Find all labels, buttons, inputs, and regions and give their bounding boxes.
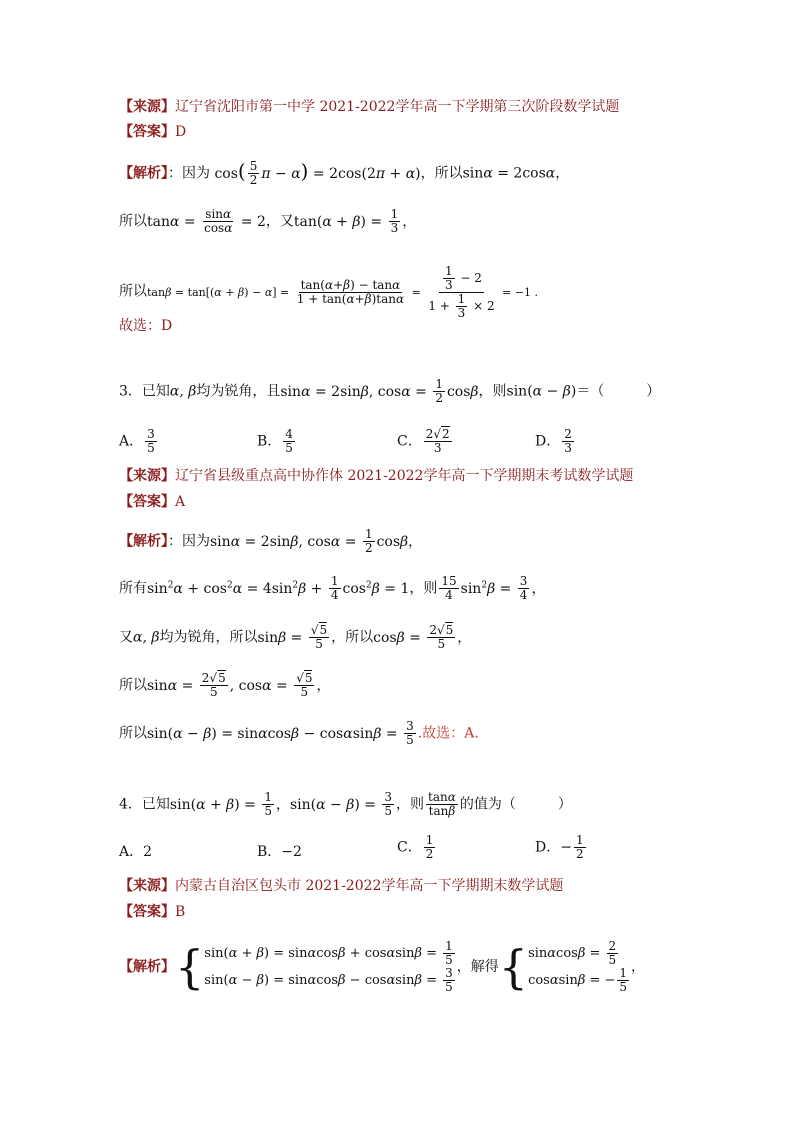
solution-system: sinαcosβ = $\frac{2}{5}$ cosαsinβ = − $\frac{1}{5}$ [528, 939, 628, 994]
math-expr: cos( $\frac{5}{2}$ π − α) = 2cos(2π + α) [214, 158, 421, 187]
math-expr: sinβ = $\frac{√5}{5}$ [257, 623, 328, 651]
q3-analysis-line-2: 所有$\sin^2\alpha + \cos^2\alpha = 4\sin^2\beta$ + $\frac{1}{4}$ $\cos^2\beta = 1$，则 $\frac{15}{4}$ $\sin^2\beta$ = $\frac{3}{4}$ ， [119, 574, 546, 602]
q4-option-d[interactable]: D．− $\frac{1}{2}$ [535, 833, 584, 861]
q4-option-c[interactable]: C． $\frac{1}{2}$ [397, 833, 434, 861]
source-text: 辽宁省沈阳市第一中学 2021-2022学年高一下学期第三次阶段数学试题 [175, 99, 620, 115]
q3-source-line: 【来源】辽宁省县级重点高中协作体 2021-2022学年高一下学期期末考试数学试题 [119, 468, 634, 484]
math-expr: sinα = 2sinβ, cosα = $\frac{1}{2}$ cosβ， [210, 527, 423, 555]
math-expr: $\sin^2\alpha + \cos^2\alpha = 4\sin^2\beta$ + $\frac{1}{4}$ $\cos^2\beta = 1$ [147, 574, 410, 602]
q4-option-a[interactable]: A．2 [119, 844, 153, 860]
math-expr: sinα = $\frac{2√5}{5}$ , cosα = $\frac{√5}{5}$ ， [147, 671, 331, 699]
math-expr: sin(α − β) [506, 383, 577, 400]
q3-analysis-line-5: 所以sin(α − β) = sinαcosβ − cosαsinβ = $\frac{3}{5}$ .故选：A. [119, 719, 479, 747]
q3-analysis-line-4: 所以sinα = $\frac{2√5}{5}$ , cosα = $\frac{√5}{5}$ ， [119, 671, 331, 699]
q3-analysis-line-3: 又α, β均为锐角，所以sinβ = $\frac{√5}{5}$ ，所以cosβ = $\frac{2√5}{5}$ ， [119, 623, 472, 651]
math-expr: sinα = 2cosα， [462, 165, 570, 182]
analysis-tag: 【解析】 [119, 165, 168, 182]
q4-option-b[interactable]: B．−2 [257, 844, 302, 860]
q2-analysis-line-2: 所以tanα = $\frac{\sin\alpha}{\cos\alpha}$ = 2，又tan(α + β) = $\frac{1}{3}$ ， [119, 207, 417, 235]
math-expr: tan(α + β) = $\frac{1}{3}$ ， [293, 207, 417, 235]
q3-analysis-line-1: 【解析】：因为sinα = 2sinβ, cosα = $\frac{1}{2}$ cosβ， [119, 527, 423, 555]
math-expr: sin(α − β) = sinαcosβ − cosαsinβ = $\frac{3}{5}$ [147, 719, 414, 747]
q4-source-line: 【来源】内蒙古自治区包头市 2021-2022学年高一下学期期末数学试题 [119, 878, 564, 894]
q2-conclusion: 故选：D [119, 318, 173, 334]
q4-stem: 4．已知sin(α + β) = $\frac{1}{5}$ ，sin(α − β) = $\frac{3}{5}$ ，则 $\frac{\tan\alpha}{\tan\beta}$ 的值为（ ） [119, 790, 572, 818]
q2-analysis-line-1: 【解析】：因为 cos( $\frac{5}{2}$ π − α) = 2cos(2π + α)，所以sinα = 2cosα， [119, 158, 570, 187]
q2-answer-line [119, 123, 186, 141]
q3-option-c[interactable]: C． $\frac{2√2}{3}$ [397, 427, 450, 455]
q4-analysis-line: 【解析】{ sin(α + β) = sinαcosβ + cosαsinβ = $\frac{1}{5}$ sin(α − β) = sinαcosβ − cosαsinβ = $\frac{3}{5}$ ，解得{ sinαcosβ = $\frac{2}{5}$ cosαsinβ = − $\frac{1}{5}$ ， [119, 939, 646, 994]
math-expr: cosβ = $\frac{2√5}{5}$ ， [373, 623, 472, 651]
source-tag: 【来源】 [119, 99, 175, 115]
q2-source-line [119, 98, 619, 116]
q4-answer-line: 【答案】B [119, 904, 186, 920]
answer-value: D [175, 124, 187, 140]
equation-system: sin(α + β) = sinαcosβ + cosαsinβ = $\frac{1}{5}$ sin(α − β) = sinαcosβ − cosαsinβ = $\frac{3}{5}$ [204, 939, 453, 994]
q3-stem: 3．已知α, β均为锐角，且sinα = 2sinβ, cosα = $\frac{1}{2}$ cosβ，则sin(α − β)＝（ ） [119, 377, 661, 405]
math-expr: tanβ = tan[(α + β) − α] = $\frac{\tan(\alpha+\beta) - \tan\alpha}{1 + \tan(\alpha+\beta)\tan\alpha}$ = $\frac{1}{3}$ − 2 1 + $\frac{1}{3}$ × 2 = −1 . [147, 264, 539, 320]
q3-option-b[interactable]: B． $\frac{4}{5}$ [257, 427, 293, 455]
q2-analysis-line-3: 所以tanβ = tan[(α + β) − α] = $\frac{\tan(\alpha+\beta) - \tan\alpha}{1 + \tan(\alpha+\beta)\tan\alpha}$ = $\frac{1}{3}$ − 2 1 + $\frac{1}{3}$ × 2 = −1 . [119, 264, 539, 320]
math-expr: $\frac{15}{4}$ $\sin^2\beta$ = $\frac{3}{4}$ ， [441, 574, 546, 602]
q3-option-d[interactable]: D． $\frac{2}{3}$ [535, 427, 572, 455]
q3-answer-line: 【答案】A [119, 494, 186, 510]
math-expr: sin(α + β) = $\frac{1}{5}$ ，sin(α − β) = $\frac{3}{5}$ [169, 790, 393, 818]
math-expr: tanα = $\frac{\sin\alpha}{\cos\alpha}$ = 2 [147, 207, 266, 235]
q3-option-a[interactable]: A． $\frac{3}{5}$ [119, 427, 155, 455]
math-expr: $\frac{\tan\alpha}{\tan\beta}$ [428, 790, 456, 818]
answer-tag: 【答案】 [119, 124, 175, 140]
math-expr: sinα = 2sinβ, cosα = $\frac{1}{2}$ cosβ [280, 377, 479, 405]
